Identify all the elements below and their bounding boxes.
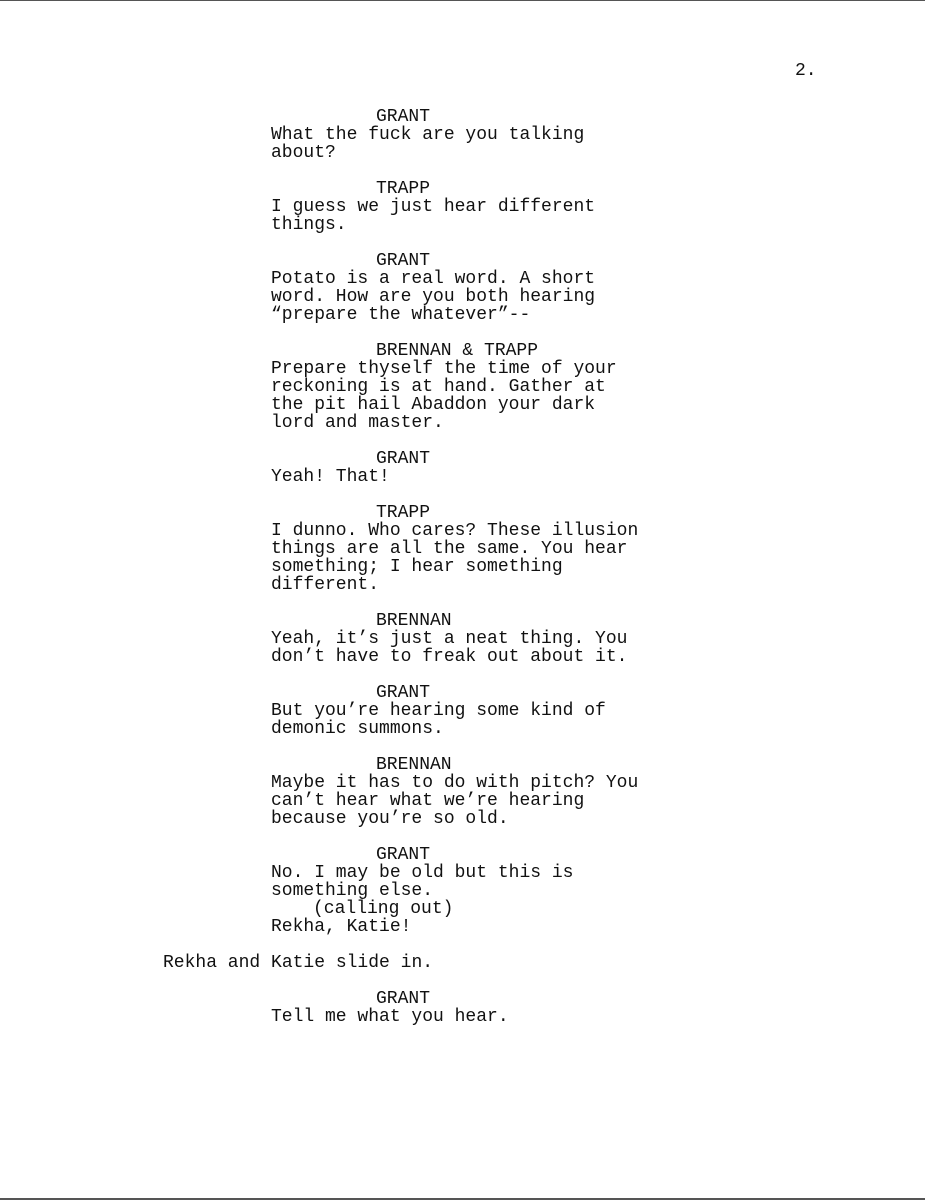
dialogue-block bbox=[0, 342, 925, 432]
dialogue-block bbox=[0, 756, 925, 828]
dialogue-line: Maybe it has to do with pitch? You bbox=[271, 773, 639, 793]
dialogue-block bbox=[0, 684, 925, 738]
dialogue-line: I dunno. Who cares? These illusion bbox=[271, 521, 639, 541]
dialogue-block bbox=[0, 450, 925, 486]
dialogue-line: Potato is a real word. A short bbox=[271, 269, 596, 289]
dialogue-line: Prepare thyself the time of your bbox=[271, 359, 617, 379]
character-name: BRENNAN bbox=[376, 755, 452, 775]
screenplay-body bbox=[0, 108, 925, 1044]
dialogue-line: Rekha, Katie! bbox=[271, 917, 412, 937]
dialogue-line: word. How are you both hearing bbox=[271, 287, 596, 307]
page-number: 2. bbox=[795, 61, 817, 81]
character-name: GRANT bbox=[376, 845, 431, 865]
dialogue-line: But you’re hearing some kind of bbox=[271, 701, 606, 721]
dialogue-line: Yeah! That! bbox=[271, 467, 390, 487]
dialogue-block bbox=[0, 504, 925, 594]
dialogue-block bbox=[0, 180, 925, 234]
dialogue-line: demonic summons. bbox=[271, 719, 444, 739]
character-name: BRENNAN bbox=[376, 611, 452, 631]
dialogue-line: can’t hear what we’re hearing bbox=[271, 791, 585, 811]
dialogue-line: I guess we just hear different bbox=[271, 197, 596, 217]
character-name: TRAPP bbox=[376, 179, 431, 199]
dialogue-line: reckoning is at hand. Gather at bbox=[271, 377, 606, 397]
dialogue-line: don’t have to freak out about it. bbox=[271, 647, 628, 667]
character-name: BRENNAN & TRAPP bbox=[376, 341, 539, 361]
dialogue-line: Yeah, it’s just a neat thing. You bbox=[271, 629, 628, 649]
action-line: Rekha and Katie slide in. bbox=[163, 953, 434, 973]
dialogue-line: things. bbox=[271, 215, 347, 235]
dialogue-line: Tell me what you hear. bbox=[271, 1007, 509, 1027]
dialogue-line: because you’re so old. bbox=[271, 809, 509, 829]
dialogue-line: something else. bbox=[271, 881, 434, 901]
character-name: GRANT bbox=[376, 989, 431, 1009]
dialogue-line: things are all the same. You hear bbox=[271, 539, 628, 559]
dialogue-block bbox=[0, 108, 925, 162]
parenthetical: (calling out) bbox=[313, 899, 454, 919]
character-name: GRANT bbox=[376, 449, 431, 469]
dialogue-line: the pit hail Abaddon your dark bbox=[271, 395, 596, 415]
page-top-edge bbox=[0, 0, 925, 1]
dialogue-line: about? bbox=[271, 143, 336, 163]
character-name: GRANT bbox=[376, 683, 431, 703]
dialogue-line: No. I may be old but this is bbox=[271, 863, 574, 883]
dialogue-block bbox=[0, 612, 925, 666]
dialogue-block bbox=[0, 252, 925, 324]
dialogue-line: “prepare the whatever”-- bbox=[271, 305, 531, 325]
dialogue-block bbox=[0, 990, 925, 1026]
dialogue-line: lord and master. bbox=[271, 413, 444, 433]
dialogue-block bbox=[0, 846, 925, 936]
character-name: TRAPP bbox=[376, 503, 431, 523]
character-name: GRANT bbox=[376, 251, 431, 271]
dialogue-line: What the fuck are you talking bbox=[271, 125, 585, 145]
dialogue-line: different. bbox=[271, 575, 380, 595]
character-name: GRANT bbox=[376, 107, 431, 127]
dialogue-line: something; I hear something bbox=[271, 557, 563, 577]
